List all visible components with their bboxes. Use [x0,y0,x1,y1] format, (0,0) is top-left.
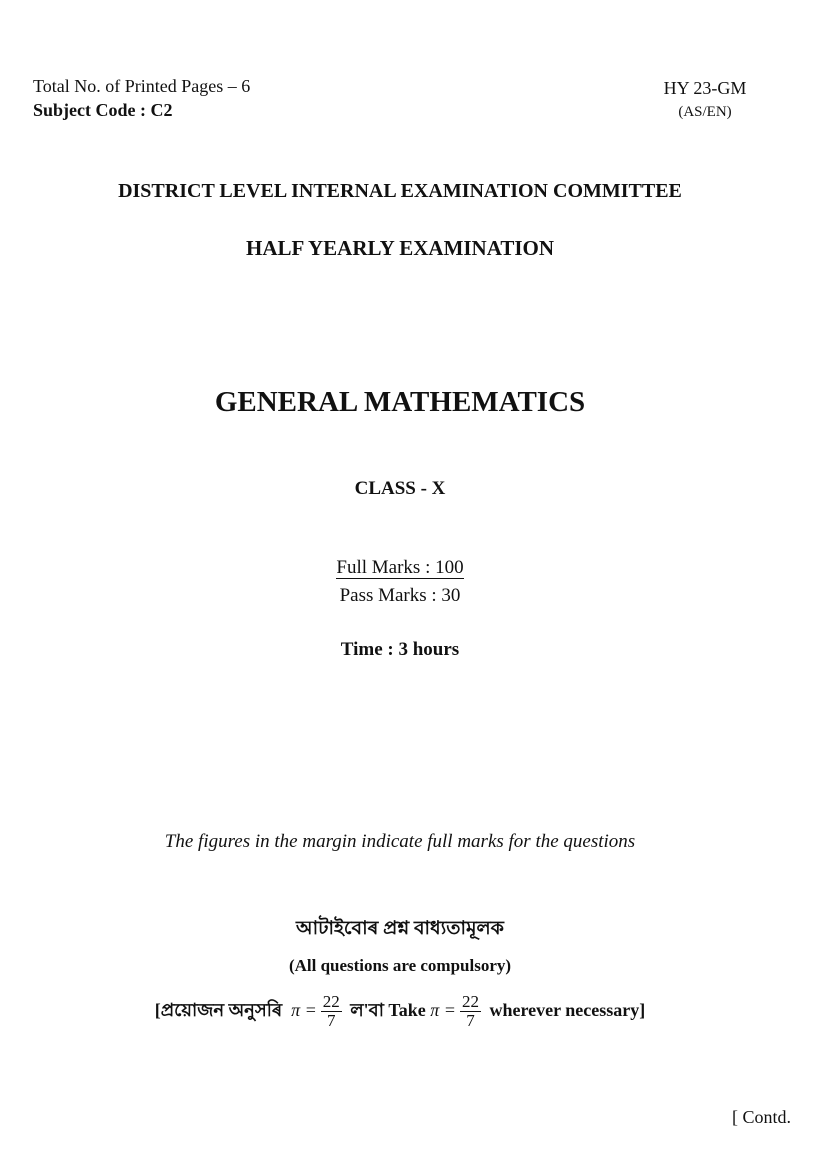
committee-title: DISTRICT LEVEL INTERNAL EXAMINATION COMMITTEE [118,180,682,202]
time-allowed: Time : 3 hours [340,639,460,660]
header-right [640,76,770,124]
compulsory-assamese: আটাইবোৰ প্ৰশ্ন বাধ্যতামূলক [296,918,504,939]
subject-title: GENERAL MATHEMATICS [214,386,586,418]
medium: (AS/EN) [678,104,732,120]
subject-code: Subject Code : C2 [33,100,173,120]
margin-note: The figures in the margin indicate full marks for the questions [164,831,636,852]
continued-note: [ Contd. [732,1107,792,1127]
pi-instruction: [প্ৰয়োজন অনুসৰি π = $\frac{22}{7}$ ল'বা Take π = $\frac{22}{7}$ wherever necessary] [154,992,646,1031]
fraction-22-7: $\frac{22}{7}$ [322,992,340,1031]
pass-marks: Pass Marks : 30 [339,585,461,606]
printed-pages: Total No. of Printed Pages – 6 [33,76,251,96]
fraction-22-7: $\frac{22}{7}$ [461,992,479,1031]
full-marks: Full Marks : 100 [336,557,464,578]
exam-title: HALF YEARLY EXAMINATION [245,236,555,260]
header-left [33,74,250,122]
paper-code: HY 23-GM [663,78,747,98]
class-label: CLASS - X [354,478,446,499]
compulsory-english: (All questions are compulsory) [288,956,512,975]
